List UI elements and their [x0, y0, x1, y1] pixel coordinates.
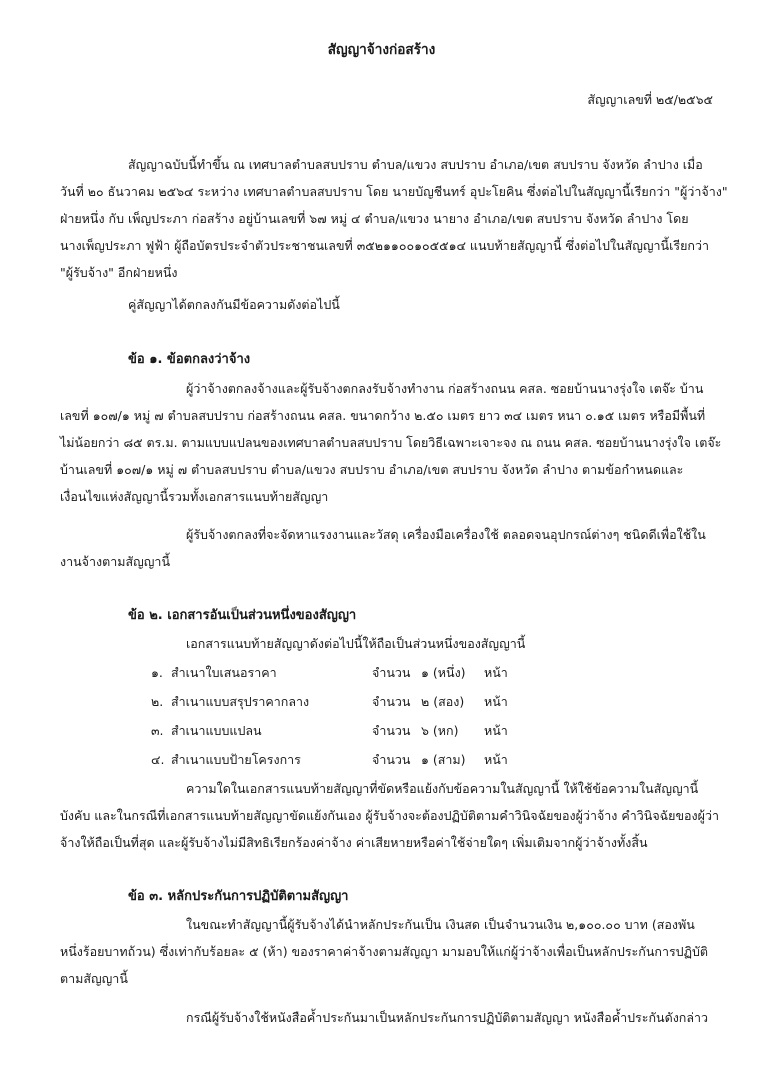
list-item-unit: หน้า — [484, 723, 508, 738]
clause-1-line: ผู้รับจ้างตกลงที่จะจัดหาแรงงานและวัสดุ เครื่องมือเครื่องใช้ ตลอดจนอุปกรณ์ต่างๆ ชนิดดีเพื่อใช้ใน — [186, 527, 706, 542]
list-item-qty-label: จำนวน — [372, 752, 411, 767]
list-item-label: สำเนาใบเสนอราคา — [171, 665, 277, 680]
clause-1-line: เงื่อนไขแห่งสัญญานี้รวมทั้งเอกสารแนบท้ายสัญญา — [60, 489, 329, 504]
list-item-qty-label: จำนวน — [372, 665, 411, 680]
intro-line: สัญญาฉบับนี้ทำขึ้น ณ เทศบาลตำบลสบปราบ ตำบล/แขวง สบปราบ อำเภอ/เขต สบปราบ จังหวัด ลำปาง เมื่อ — [128, 157, 703, 172]
intro-line: วันที่ ๒๐ ธันวาคม ๒๕๖๔ ระหว่าง เทศบาลตำบลสบปราบ โดย นายบัญชีนทร์ อุปะโยคิน ซึ่งต่อไปในสัญญานี้เรียกว่า "ผู้ว่าจ้าง" — [60, 184, 728, 199]
document-title: สัญญาจ้างก่อสร้าง — [327, 42, 436, 58]
list-item-qty: ๑ (หนึ่ง) — [421, 665, 466, 680]
clause-3-line: ในขณะทำสัญญานี้ผู้รับจ้างได้นำหลักประกันเป็น เงินสด เป็นจำนวนเงิน ๒,๑๐๐.๐๐ บาท (สองพัน — [186, 917, 695, 932]
list-item-label: สำเนาแบบป้ายโครงการ — [171, 752, 301, 767]
clause-3-heading: ข้อ ๓. หลักประกันการปฏิบัติตามสัญญา — [128, 889, 349, 904]
contract-number: สัญญาเลขที่ ๒๕/๒๕๖๕ — [587, 92, 713, 107]
clause-2-line: จ้างให้ถือเป็นที่สุด และผู้รับจ้างไม่มีสิทธิเรียกร้องค่าจ้าง ค่าเสียหายหรือค่าใช้จ่ายใดๆ เพิ่มเติมจากผู้ว่าจ้างทั้งสิ้น — [60, 835, 648, 850]
clause-3-line: กรณีผู้รับจ้างใช้หนังสือค้ำประกันมาเป็นหลักประกันการปฏิบัติตามสัญญา หนังสือค้ำประกันดังกล่าว — [186, 1010, 709, 1025]
clause-3-line: ตามสัญญานี้ — [60, 971, 128, 986]
list-item-unit: หน้า — [484, 665, 508, 680]
clause-1-line: บ้านเลขที่ ๑๐๗/๑ หมู่ ๗ ตำบลสบปราบ ตำบล/แขวง สบปราบ อำเภอ/เขต สบปราบ จังหวัด ลำปาง ตามข้อกำหนดและ — [60, 462, 684, 477]
clause-2-heading: ข้อ ๒. เอกสารอันเป็นส่วนหนึ่งของสัญญา — [128, 608, 357, 623]
clause-3-line: หนึ่งร้อยบาทถ้วน) ซึ่งเท่ากับร้อยละ ๕ (ห้า) ของราคาค่าจ้างตามสัญญา มามอบให้แก่ผู้ว่าจ้างเพื่อเป็นหลักประกันการปฏิบัติ — [60, 944, 709, 959]
list-item-qty-label: จำนวน — [372, 694, 411, 709]
intro-line: ฝ่ายหนึ่ง กับ เพ็ญประภา ก่อสร้าง อยู่บ้านเลขที่ ๖๗ หมู่ ๔ ตำบล/แขวง นายาง อำเภอ/เขต สบปราบ จังหวัด ลำปาง โดย — [60, 211, 689, 226]
list-item-unit: หน้า — [484, 752, 508, 767]
list-item-label: สำเนาแบบแปลน — [171, 723, 262, 738]
intro-line: นางเพ็ญประภา ฟูฟ้า ผู้ถือบัตรประจำตัวประชาชนเลขที่ ๓๕๒๑๑๐๐๑๐๕๕๑๔ แนบท้ายสัญญานี้ ซึ่งต่อไปในสัญญานี้เรียกว่า — [60, 238, 710, 253]
list-item-number: ๓. — [151, 723, 164, 738]
list-item-unit: หน้า — [484, 694, 508, 709]
list-item-qty-label: จำนวน — [372, 723, 411, 738]
list-item-qty: ๒ (สอง) — [421, 694, 465, 709]
clause-2-line: ความใดในเอกสารแนบท้ายสัญญาที่ขัดหรือแย้งกับข้อความในสัญญานี้ ให้ใช้ข้อความในสัญญานี้ — [186, 781, 699, 796]
list-item-qty: ๑ (สาม) — [421, 752, 466, 767]
clause-1-line: เลขที่ ๑๐๗/๑ หมู่ ๗ ตำบลสบปราบ ก่อสร้างถนน คสล. ขนาดกว้าง ๒.๕๐ เมตร ยาว ๓๔ เมตร หนา ๐.๑๕ เมตร หรือมีพื้นที่ — [60, 408, 706, 423]
clause-1-line: ไม่น้อยกว่า ๘๕ ตร.ม. ตามแบบแปลนของเทศบาลตำบลสบปราบ โดยวิธีเฉพาะเจาะจง ณ ถนน คสล. ซอยบ้านนางรุ่งใจ เตจ๊ะ — [60, 435, 722, 450]
agreement-line: คู่สัญญาได้ตกลงกันมีข้อความดังต่อไปนี้ — [128, 297, 340, 312]
list-item-number: ๒. — [151, 694, 164, 709]
list-item-label: สำเนาแบบสรุปราคากลาง — [171, 694, 310, 709]
intro-line: "ผู้รับจ้าง" อีกฝ่ายหนึ่ง — [60, 265, 178, 280]
list-item-qty: ๖ (หก) — [421, 723, 459, 738]
list-item-number: ๔. — [151, 752, 165, 767]
clause-1-heading: ข้อ ๑. ข้อตกลงว่าจ้าง — [128, 352, 251, 367]
clause-2-intro: เอกสารแนบท้ายสัญญาดังต่อไปนี้ให้ถือเป็นส่วนหนึ่งของสัญญานี้ — [186, 636, 526, 651]
clause-2-line: บังคับ และในกรณีที่เอกสารแนบท้ายสัญญาขัดแย้งกันเอง ผู้รับจ้างจะต้องปฏิบัติตามคำวินิจฉัยของผู้ว่าจ้าง คำวินิจฉัยของผู้ว่า — [60, 808, 720, 823]
list-item-number: ๑. — [151, 665, 163, 680]
clause-1-line: ผู้ว่าจ้างตกลงจ้างและผู้รับจ้างตกลงรับจ้างทำงาน ก่อสร้างถนน คสล. ซอยบ้านนางรุ่งใจ เตจ๊ะ บ้าน — [186, 381, 704, 396]
clause-1-line: งานจ้างตามสัญญานี้ — [60, 554, 170, 569]
